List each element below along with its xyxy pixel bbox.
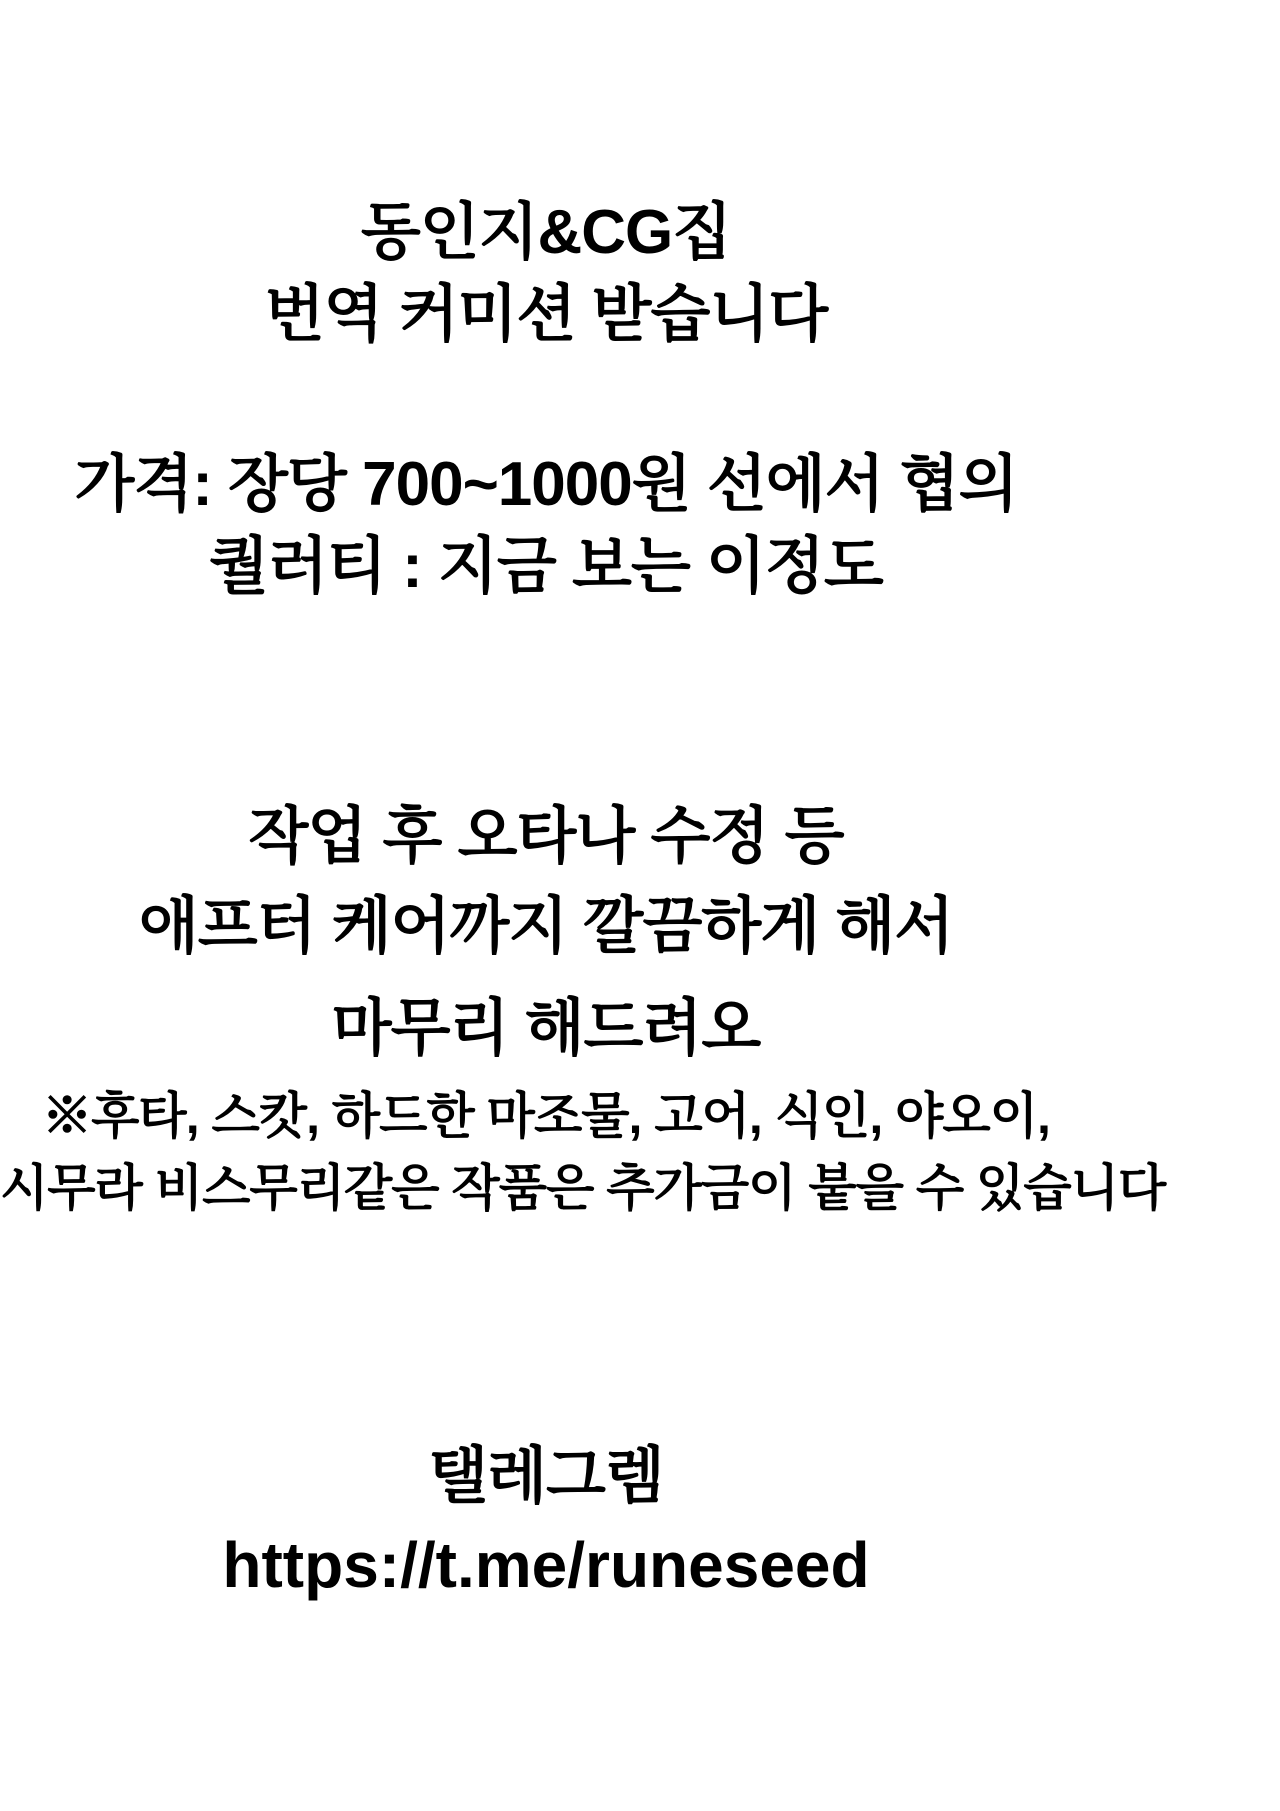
aftercare-line-2: 애프터 케어까지 깔끔하게 해서: [138, 892, 954, 961]
disclaimer-line-1: ※후타, 스캇, 하드한 마조물, 고어, 식인, 야오이,: [42, 1088, 1050, 1144]
price-line: 가격: 장당 700~1000원 선에서 협의: [74, 450, 1018, 519]
aftercare-line-1: 작업 후 오타나 수정 등: [248, 802, 844, 871]
disclaimer-line-2: 시무라 비스무리같은 작품은 추가금이 붙을 수 있습니다: [0, 1160, 1166, 1216]
telegram-url: https://t.me/runeseed: [222, 1529, 870, 1601]
aftercare-line-3: 마무리 해드려오: [331, 994, 761, 1063]
telegram-label: 탤레그렘: [428, 1442, 664, 1511]
title-line-1: 동인지&CG집: [360, 198, 732, 267]
title-line-2: 번역 커미션 받습니다: [264, 280, 828, 349]
quality-line: 퀄러티 : 지금 보는 이정도: [209, 532, 883, 601]
